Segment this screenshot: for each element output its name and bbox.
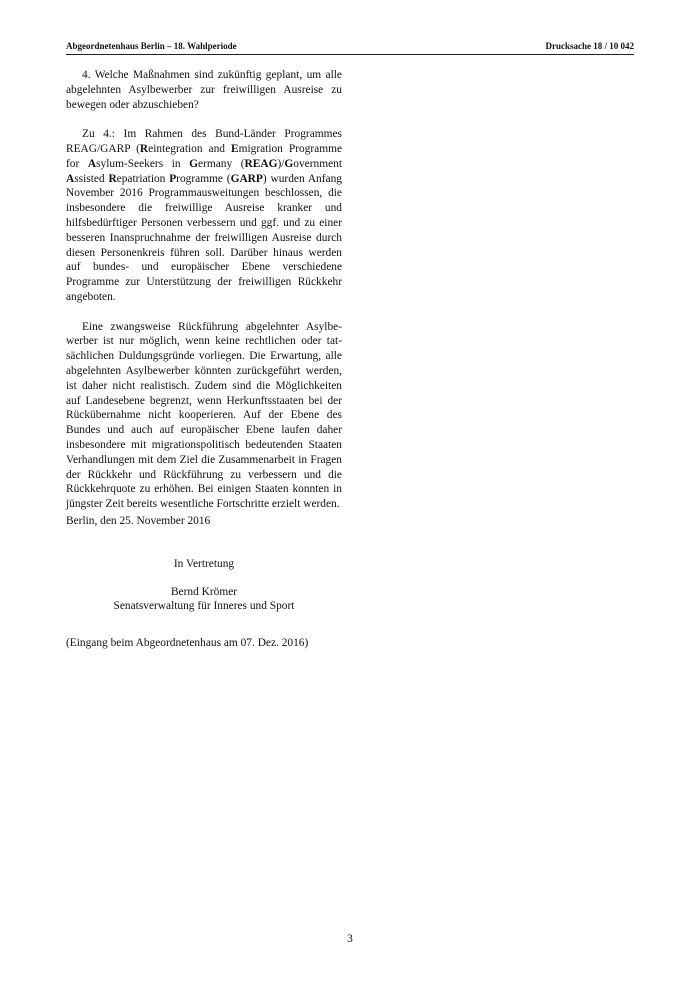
in-vertretung: In Vertretung [173, 558, 235, 570]
paragraph-2: Eine zwangsweise Rückführung abgelehnter Asylbewerber ist nur möglich, wenn keine rechtlichen oder tatsächlichen Duldungsgründe vorliegen. Die Erwartung, alle abgelehnten Asylbewerber könnten zurückgeführt werden, ist daher nicht realistisch. Zudem sind die Möglichkeiten auf Landesebene begrenzt, wenn Herkunftsstaaten bei der Rückübernahme nicht kooperieren. Auf der Ebene des Bundes und auch auf europäischer Ebene laufen daher insbesondere mit migrationspolitisch bedeutenden Staaten Verhandlungen mit dem Ziel die Zusammenarbeit in Fragen der Rückkehr und Rückführung zu verbessern und die Rückkehrquote zu erhöhen. Bei einigen Staaten konnten in jüngster Zeit bereits wesentliche Fortschritte erzielt werden. [66, 320, 342, 511]
answer-bold-fragment: A [66, 172, 75, 185]
text-column [66, 68, 342, 527]
date-line: Berlin, den 25. November 2016 [66, 515, 211, 527]
signatory-office: Senatsverwaltung für Inneres und Sport [113, 600, 295, 612]
answer-text-fragment: ermany ( [198, 157, 245, 170]
answer-text-fragment: epatriation [116, 172, 170, 185]
answer-text-fragment: )/ [277, 157, 285, 170]
header-left: Abgeordnetenhaus Berlin – 18. Wahlperiode [66, 41, 237, 51]
answer-bold-fragment: GARP [230, 172, 263, 185]
answer-bold-fragment: E [230, 142, 239, 155]
answer-text-fragment: Zu 4.: Im Rahmen des Bund-Länder Programmes REAG/GARP ( [66, 128, 342, 155]
answer-bold-fragment: REAG [244, 157, 278, 170]
answer-text-fragment: migration Programme for [66, 142, 343, 170]
answer-text-fragment: ) wurden Anfang November 2016 Programmausweitungen beschlossen, die insbesondere die freiwillige Ausreise kranker und hilfsbedürftiger Personen verbessern und ggf. und zu einer besseren Inanspruchnahme der freiwilligen Ausreise durch diesen Personenkreis führen soll. Darüber hinaus werden auf bundes- und europäischer Ebene verschiedene Programme zur Unterstützung der freiwilligen Rückkehr angeboten. [66, 172, 342, 303]
answer-bold-fragment: G [189, 157, 198, 170]
header-right: Drucksache 18 / 10 042 [545, 41, 634, 51]
answer-text-fragment: overnment [293, 157, 342, 170]
header-rule [66, 54, 634, 55]
page-number: 3 [347, 933, 353, 945]
answer-bold-fragment: R [139, 142, 149, 155]
answer-text-fragment: sylum-Seekers in [96, 157, 190, 170]
answer-text-fragment: eintegration and [148, 142, 231, 155]
answer-bold-fragment: G [284, 157, 294, 170]
answer-paragraph [66, 127, 342, 305]
question-paragraph: 4. Welche Maßnahmen sind zukünftig geplant, um alle abgelehnten Asylbewerber zur freiwilligen Ausreise zu bewegen oder abzuschieben? [66, 69, 342, 111]
signatory-name: Bernd Krömer [170, 586, 238, 598]
answer-bold-fragment: P [169, 172, 177, 185]
eingang-note: (Eingang beim Abgeordnetenhaus am 07. Dez. 2016) [66, 637, 309, 649]
answer-text-fragment: ssisted [74, 172, 109, 185]
answer-text-fragment: rogramme ( [176, 172, 231, 185]
answer-bold-fragment: R [108, 172, 117, 185]
answer-bold-fragment: A [87, 157, 97, 170]
